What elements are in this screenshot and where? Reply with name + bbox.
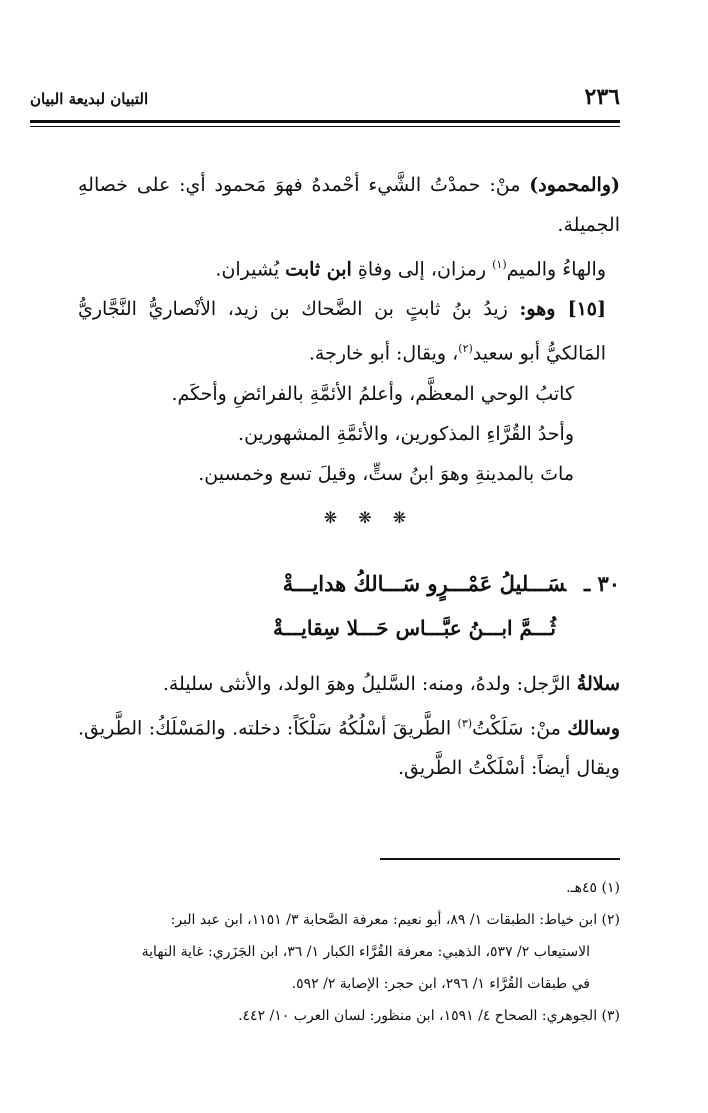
paragraph-mahmud [78,165,620,245]
footnote-ref-1: (١) [492,258,507,271]
footnotes [30,872,620,1032]
paragraph-text: زيدُ بنُ ثابتٍ بن الضَّحاك بن زيد، الأنْصاريُّ النَّجَّاريُّ المَالكيُّ أبو سعيد [78,298,606,365]
paragraph-symbols [78,245,620,289]
verse-text: سَـــليلُ عَمْـــرٍو سَـــالكُ هدايـــةْ [282,570,566,596]
paragraph-sulala [78,664,620,704]
main-text [78,165,620,788]
paragraph-reciters: وأحدُ القُرَّاءِ المذكورين، والأئمَّةِ المشهورين. [238,422,574,445]
paragraph-death: ماتَ بالمدينةِ وهوَ ابنُ ستٍّ، وقيلَ تسع وخمسين. [198,462,574,485]
term-sulala: سلالةُ [576,672,620,695]
name-ibn-thabit: ابن ثابت [285,258,352,281]
verse-number: ٣٠ ـ [583,570,620,596]
paragraph-text: منْ: سَلَكْتُ [472,716,568,739]
paragraph-text: منْ: حمدْتُ الشَّيء أحْمدهُ فهوَ مَحمود أي: على خصالهِ الجميلة. [78,174,620,236]
paragraph-text: والهاءُ والميم [506,258,606,281]
verse-line-1 [78,562,620,606]
header-rule-thick [30,120,620,123]
paragraph-salik [78,704,620,788]
page-header [30,84,620,118]
paragraph-text: يُشيران. [215,258,286,281]
paragraph-text: ، ويقال: أبو خارجة. [308,342,459,365]
paragraph-text: الطَّريقَ أسْلُكُهُ سَلْكَاً: دخلته. والمَسْلَكُ: الطَّريق. ويقال أيضاً: أسْلَكْتُ الطَّريق. [78,716,620,779]
footnote-2-cont: الاستيعاب ٢/ ٥٣٧، الذهبي: معرفة القُرَّاء الكبار ١/ ٣٦، ابن الجَزَري: غاية النهاية [141,944,590,960]
term-salik: وسالك [567,716,621,739]
entry-number: [١٥] وهو: [519,298,606,321]
footnote-1: (١) ٤٥هـ. [566,880,620,896]
spacer [78,650,620,664]
section-ornament: ❋ ❋ ❋ [323,507,415,527]
paragraph-text: الرَّجل: ولدهُ، ومنه: السَّليلُ وهوَ الولد، والأنثى سليلة. [162,672,577,695]
footnote-3: (٣) الجوهري: الصحاح ٤/ ١٥٩١، ابن منظور: لسان العرب ١٠/ ٤٤٢. [238,1008,620,1024]
running-title: التبيان لبديعة البيان [30,90,149,108]
verse-line-2: ثُـــمَّ ابـــنُ عبَّـــاس حَـــلا سِقايـــةْ [273,615,556,640]
footnote-ref-3: (٣) [457,716,473,730]
footnote-ref-2: (٢) [458,342,473,356]
paragraph-text: رمزان، إلى وفاةِ [351,258,493,281]
paragraph-scribe: كاتبُ الوحي المعظَّم، وأعلمُ الأئمَّةِ بالفرائضِ وأحكَم. [171,382,574,405]
footnote-separator [380,858,620,860]
footnote-2: (٢) ابن خياط: الطبقات ١/ ٨٩، أبو نعيم: معرفة الصَّحابة ٣/ ١١٥١، ابن عبد البر: [170,912,620,928]
term-mahmud: (والمحمود) [529,174,620,196]
paragraph-biography [78,289,620,373]
page-number: ٢٣٦ [584,84,620,110]
header-rule-thin [30,126,620,127]
footnote-2-cont: في طبقات القُرَّاء ١/ ٢٩٦، ابن حجر: الإصابة ٢/ ٥٩٢. [291,976,590,992]
